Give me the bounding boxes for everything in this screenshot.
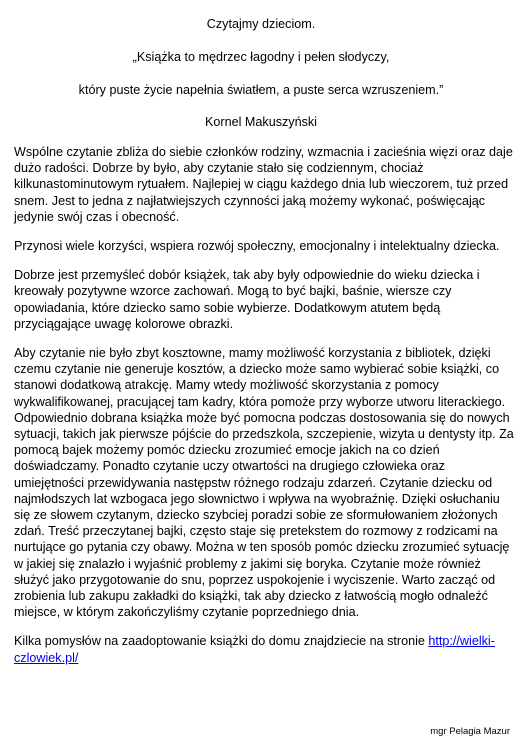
paragraph-family-reading: Wspólne czytanie zbliża do siebie członków rodziny, wzmacnia i zacieśnia więzi oraz daje dużo radości. Dobrze by było, aby czytanie stało się codziennym, chociaż kilkunastominutowym rytuałem. Najlepiej w ciągu każdego dnia lub wieczorem, tuż przed snem. Jest to jedna z najłatwiejszych czynności jaką możemy wykonać, poświęcając jedynie swój czas i obecność. [14,145,513,224]
author-signature: mgr Pelagia Mazur [430,726,510,737]
paragraph-benefits: Przynosi wiele korzyści, wspiera rozwój społeczny, emocjonalny i intelektualny dziecka. [14,239,500,254]
quote-line-2: który puste życie napełnia światłem, a puste serca wzruszeniem.” [78,83,444,97]
paragraph-libraries: Aby czytanie nie było zbyt kosztowne, mamy możliwość korzystania z bibliotek, dzięki czemu czytanie nie generuje kosztów, a dziecko może samo wybierać sobie książki, co stanowi dodatkową atrakcję. Mamy wtedy możliwość skorzystania z pomocy wykwalifikowanej, pracującej tam kadry, która pomoże przy wyborze utworu literackiego. Odpowiednio dobrana książka może być pomocna podczas dostosowania się do nowych sytuacji, takich jak pierwsze pójście do przedszkola, szczepienie, wizyta u dentysty itp. Za pomocą bajek możemy pomóc dziecku zrozumieć emocje jakich na co dzień doświadczamy. Ponadto czytanie uczy otwartości na drugiego człowieka oraz umiejętności przewidywania następstw różnego rodzaju zdarzeń. Czytanie dziecku od najmłodszych lat wzbogaca jego słownictwo i wpływa na wyobraźnię. Dzięki osłuchaniu się ze słowem czytanym, dziecko szybciej poradzi sobie ze sformułowaniem złożonych zdań. Treść przeczytanej bajki, często staje się pretekstem do rozmowy z rodzicami na nurtujące go pytania czy obawy. Można w ten sposób pomóc dziecku zrozumieć sytuację w jakiej się znalazło i wyjaśnić problemy z jakimi się boryka. Czytanie może również służyć jako przygotowanie do snu, poprzez uspokojenie i wyciszenie. Warto zacząć od zrobienia lub zakupu zakładki do książki, tak aby dziecko z łatwością mogło odnaleźć miejsce, w którym zakończyliśmy czytanie poprzedniego dnia. [14,346,514,620]
document-title: Czytajmy dzieciom. [206,17,316,31]
quote-author: Kornel Makuszyński [205,115,317,129]
website-link[interactable]: http://wielki-czlowiek.pl/ [14,634,495,665]
article-body [14,144,514,666]
paragraph-book-selection: Dobrze jest przemyśleć dobór książek, tak aby były odpowiednie do wieku dziecka i kreowały pozytywne wzorce zachowań. Mogą to być bajki, baśnie, wiersze czy opowiadania, które dziecko samo sobie wybierze. Dodatkowym atutem będą przyciągające uwagę kolorowe obrazki. [14,268,480,331]
quote-line-1: „Książka to mędrzec łagodny i pełen słodyczy, [132,50,390,64]
ideas-text: Kilka pomysłów na zaadoptowanie książki do domu znajdziecie na stronie [14,634,429,649]
paragraph-ideas [14,633,514,665]
